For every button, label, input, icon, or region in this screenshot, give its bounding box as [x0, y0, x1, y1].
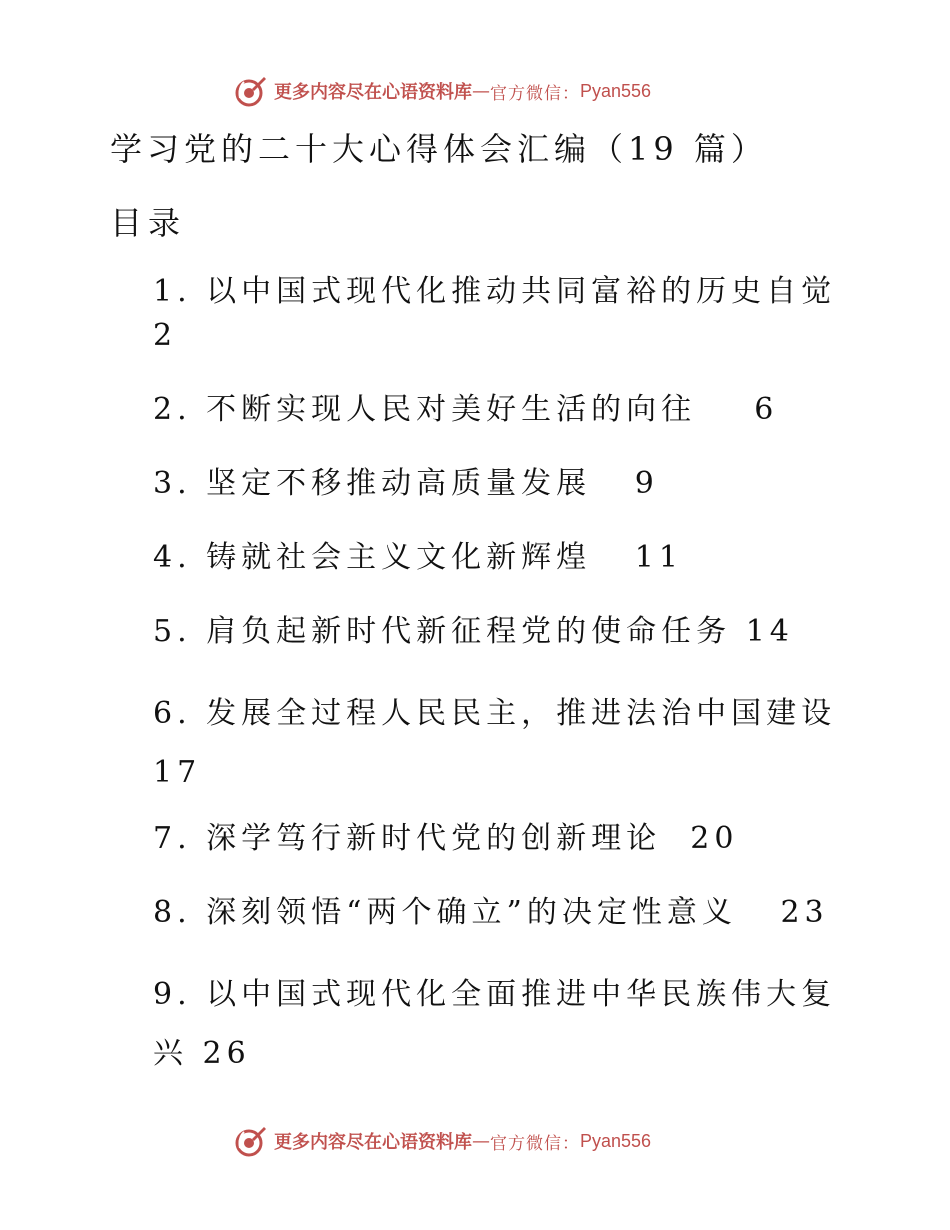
toc-item: 8. 深刻领悟“两个确立”的决定性意义 23 — [153, 895, 829, 930]
pen-nib-logo-icon — [234, 1124, 268, 1158]
toc-item: 1. 以中国式现代化推动共同富裕的历史自觉 2 — [153, 274, 866, 353]
toc-item: 3. 坚定不移推动高质量发展 9 — [153, 466, 659, 501]
watermark-separator: — — [472, 1130, 490, 1152]
watermark-separator: — — [472, 80, 490, 102]
watermark-main-text: 更多内容尽在心语资料库 — [274, 82, 472, 103]
toc-item: 4. 铸就社会主义文化新辉煌 11 — [153, 540, 683, 575]
toc-item: 7. 深学笃行新时代党的创新理论 20 — [153, 821, 739, 856]
watermark-account: Pyan556 — [580, 1130, 652, 1151]
document-title: 学习党的二十大心得体会汇编（19 篇） — [110, 130, 768, 168]
toc-item: 6. 发展全过程人民民主，推进法治中国建设 17 — [153, 696, 851, 790]
watermark-wechat-label: 官方微信： — [490, 83, 580, 104]
header-watermark-banner — [234, 74, 754, 108]
toc-item: 5. 肩负起新时代新征程党的使命任务 14 — [153, 614, 794, 649]
toc-item: 2. 不断实现人民对美好生活的向往 6 — [153, 392, 779, 427]
table-of-contents — [153, 270, 866, 1098]
watermark-main-text: 更多内容尽在心语资料库 — [274, 1132, 472, 1153]
footer-watermark-banner — [234, 1124, 754, 1158]
pen-nib-logo-icon — [234, 74, 268, 108]
watermark-account: Pyan556 — [580, 80, 652, 101]
toc-item: 9. 以中国式现代化全面推进中华民族伟大复兴 26 — [153, 977, 837, 1071]
watermark-wechat-label: 官方微信： — [490, 1133, 580, 1154]
toc-heading: 目录 — [110, 204, 187, 242]
